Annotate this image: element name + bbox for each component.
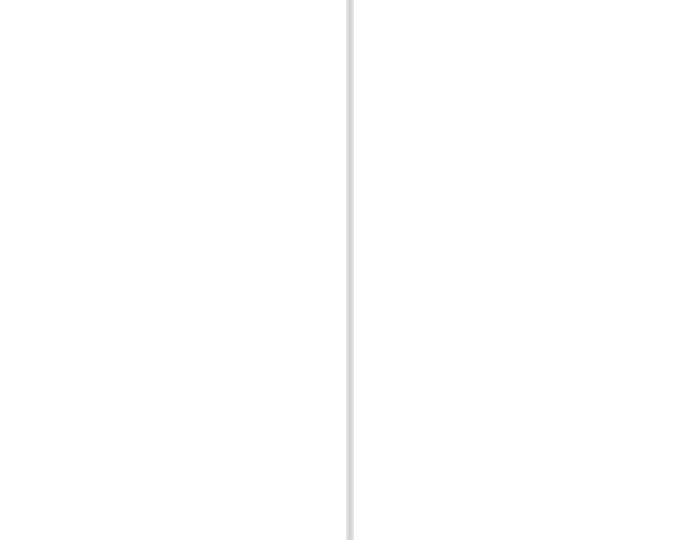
left-page — [0, 0, 346, 540]
right-page — [354, 0, 700, 540]
book-spine — [346, 0, 354, 540]
